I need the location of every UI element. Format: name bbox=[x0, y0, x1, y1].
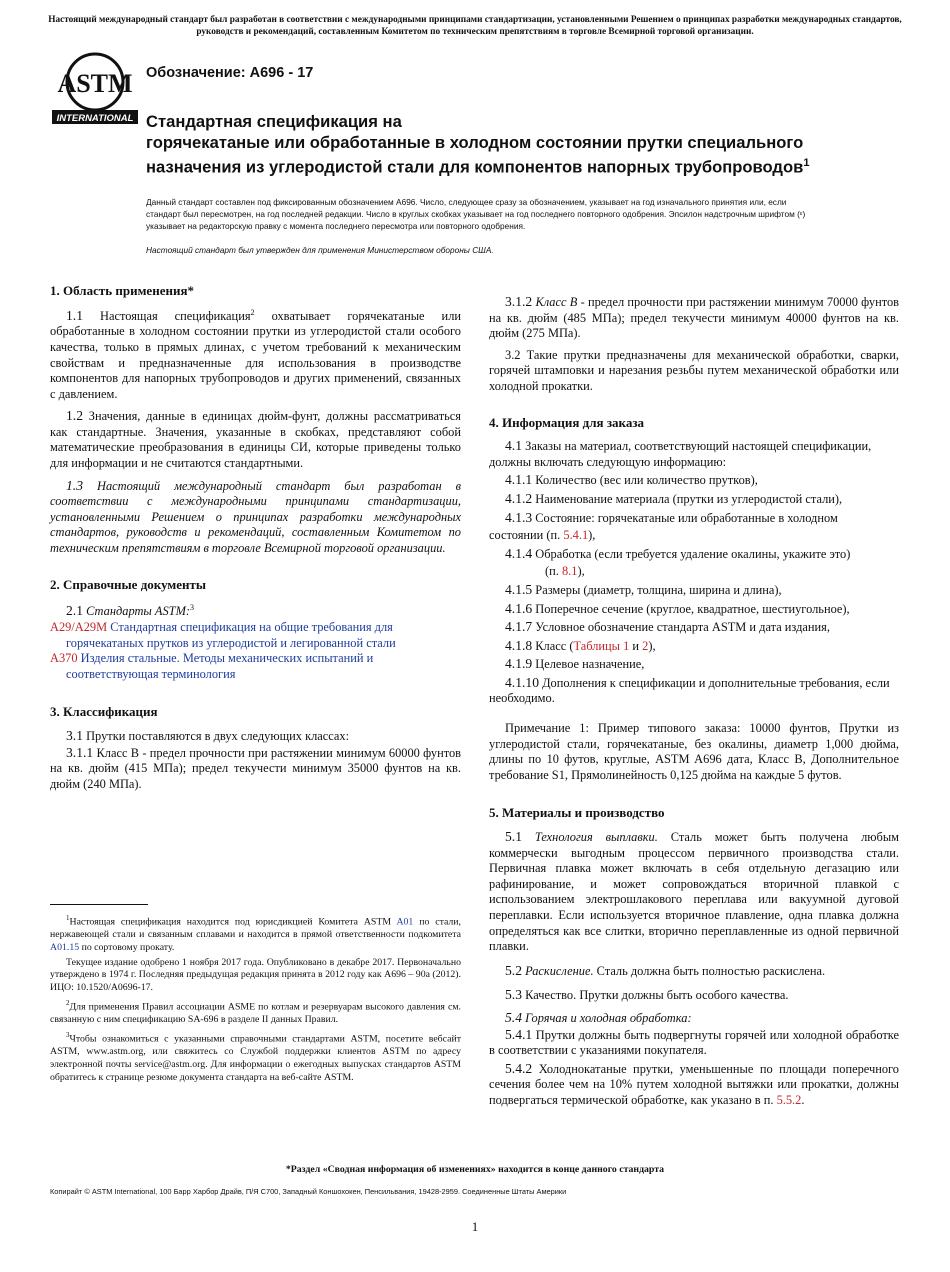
ref-table-1[interactable]: Таблицы 1 bbox=[573, 638, 630, 653]
section-5-title: 5. Материалы и производство bbox=[489, 805, 665, 821]
item-4-1-5: 4.1.5 Размеры (диаметр, толщина, ширина и длина), bbox=[505, 581, 782, 597]
astm-logo bbox=[52, 52, 138, 126]
link-a01-15[interactable]: A01.15 bbox=[50, 941, 80, 953]
item-4-1-4: 4.1.4 Обработка (если требуется удаление окалины, укажите это) bbox=[505, 545, 851, 561]
item-4-1-3: 4.1.3 Состояние: горячекатаные или обработанные в холодном bbox=[505, 509, 838, 525]
item-4-1-6: 4.1.6 Поперечное сечение (круглое, квадратное, шестиугольное), bbox=[505, 600, 850, 616]
footnote-2: $^2$Для применения Правил ассоциации ASME по котлам и резервуарам высокого давления см. связанную с ним спецификацию SA-696 в разделе II данных Правил. bbox=[50, 999, 461, 1026]
para-5-3: 5.3 Качество. Прутки должны быть особого качества. bbox=[505, 987, 789, 1003]
footnote-1-edition: Текущее издание одобрено 1 ноября 2017 года. Опубликовано в декабре 2017. Первоначально утверждено в 1974 г. Последняя предыдущая редакция принята в 2012 году как A696 – 90a (2012). ИЦО: 10.1520/A0696-17. bbox=[50, 956, 461, 994]
item-4-1-1: 4.1.1 Количество (вес или количество прутков), bbox=[505, 472, 758, 488]
para-3-2: 3.2 Такие прутки предназначены для механической обработки, сварки, горячей штамповки и нарезания резьбы путем механической обработки или холодной прокатки. bbox=[489, 347, 899, 393]
link-a01[interactable]: A01 bbox=[396, 916, 414, 928]
ref-5-4-1[interactable]: 5.4.1 bbox=[563, 528, 589, 543]
ref-8-1[interactable]: 8.1 bbox=[561, 564, 578, 579]
para-5-2: 5.2 Раскисление. Сталь должна быть полностью раскислена. bbox=[505, 962, 826, 978]
logo-text: ASTM bbox=[57, 69, 133, 98]
intro-paragraph: Данный стандарт составлен под фиксированным обозначением A696. Число, следующее сразу за обозначением, указывает на год изначального принятия или, если стандарт был пересмотрен, на год последней редакции. Число в круглых скобках указывает на год последнего повторного одобрения. Эпсилон надстрочным шрифтом (ᵋ) указывает на редакторскую правку с момента последнего пересмотра или повторного одобрения. bbox=[146, 197, 806, 232]
ref-table-2[interactable]: 2 bbox=[642, 638, 649, 653]
approval-note: Настоящий стандарт был утвержден для применения Министерством обороны США. bbox=[146, 245, 494, 255]
para-3-1-1: 3.1.1 Класс B - предел прочности при растяжении минимум 60000 фунтов на кв. дюйм (415 МПа); предел текучести минимум 35000 фунтов на кв. дюйм (240 МПа). bbox=[50, 744, 461, 791]
footnote-3: $^3$Чтобы ознакомиться с указанными справочными стандартами ASTM, посетите вебсайт ASTM, www.astm.org, или свяжитесь со Службой поддержки клиентов ASTM по адресу электронной почты service@astm.org. Для информации о ежегодных выпусках стандартов ASTM обратитесь к странице резюме документа стандарта на веб-сайте ASTM. bbox=[50, 1030, 461, 1083]
item-4-1-4-cont: (п. 8.1), bbox=[545, 564, 585, 579]
para-5-4-1: 5.4.1 Прутки должны быть подвергнуты горячей или холодной обработке в соответствии с указаниями покупателя. bbox=[489, 1026, 899, 1058]
para-1-3: 1.3 Настоящий международный стандарт был разработан в соответствии с международными принципами стандартизации, установленными Решением о принципах разработки международных стандартов, руководств и рекомендаций, составленным Комитетом по техническим препятствиям в торговле Всемирной торговой организации. bbox=[50, 477, 461, 556]
note-1: Примечание 1: Пример типового заказа: 10000 фунтов, Прутки из углеродистой стали, горячекатаные, без окалины, диаметр 1,000 дюйма, длины по 10 футов, круглые, ASTM A696 дата, Класс B, Дополнительное требование S1, Прямолинейность 0,125 дюйма на каждые 5 футов. bbox=[489, 721, 899, 782]
item-4-1-7: 4.1.7 Условное обозначение стандарта ASTM и дата издания, bbox=[505, 619, 830, 635]
copyright: Копирайт © ASTM International, 100 Барр Харбор Драйв, П/Я C700, Западный Коншохокен, Пенсильвания, 19428-2959. Соединенные Штаты Америки bbox=[50, 1187, 567, 1196]
section-2-title: 2. Справочные документы bbox=[50, 576, 207, 592]
reference-a370[interactable]: A370 Изделия стальные. Методы механических испытаний и соответствующая терминология bbox=[50, 651, 374, 681]
para-3-1: 3.1 Прутки поставляются в двух следующих классах: bbox=[66, 727, 350, 743]
summary-of-changes-note: *Раздел «Сводная информация об изменениях» находится в конце данного стандарта bbox=[285, 1164, 665, 1175]
footnote-divider bbox=[50, 904, 148, 905]
section-3-title: 3. Классификация bbox=[50, 704, 158, 720]
para-3-1-2: 3.1.2 Класс B - предел прочности при растяжении минимум 70000 фунтов на кв. дюйм (485 МПа); предел текучести минимум 40000 фунтов на кв. дюйм (275 МПа). bbox=[489, 294, 900, 341]
top-notice: Настоящий международный стандарт был разработан в соответствии с международными принципами стандартизации, установленными Решением о принципах разработки международных стандартов, руководств и рекомендаций, составленным Комитетом по техническим препятствиям в торговле Всемирной торговой организации. bbox=[48, 15, 902, 37]
item-4-1-10: 4.1.10 Дополнения к спецификации и дополнительные требования, если необходимо. bbox=[489, 674, 890, 706]
designation: Обозначение: A696 - 17 bbox=[146, 65, 314, 81]
para-2-1: 2.1 Стандарты ASTM:$^3$ bbox=[66, 603, 195, 619]
section-1-title: 1. Область применения* bbox=[50, 283, 194, 298]
item-4-1-2: 4.1.2 Наименование материала (прутки из углеродистой стали), bbox=[505, 490, 843, 506]
item-4-1-3-cont: состоянии (п. 5.4.1), bbox=[489, 528, 596, 543]
ref-5-5-2[interactable]: 5.5.2 bbox=[776, 1092, 802, 1107]
para-5-1: 5.1 Технология выплавки. Сталь может быть получена любым коммерчески выгодным процессом первичного производства стали. Первичная плавка может включать в себя отдельную дегазацию или рафинирование, и может сопровождаться вторичной плавкой с использованием электрошлакового переплава или вакуумной дуговой переплавки. Если используется вторичное плавление, одна плавка должна определяться как все слитки, вторично переплавленные из одной первичной плавки. bbox=[489, 829, 899, 954]
footnotes bbox=[50, 912, 461, 1084]
left-column bbox=[50, 283, 461, 792]
item-4-1-9: 4.1.9 Целевое назначение, bbox=[505, 656, 645, 672]
reference-a29[interactable]: A29/A29M Стандартная спецификация на общие требования для горячекатаных прутков из углеродистой и легированной стали bbox=[50, 619, 396, 650]
para-5-4-2: 5.4.2 Холоднокатаные прутки, уменьшенные по площади поперечного сечения более чем на 10% путем холодной вытяжки или прокатки, должны подвергаться термической обработке, как указано в п. 5.5.2. bbox=[489, 1060, 899, 1107]
para-4-1: 4.1 Заказы на материал, соответствующий настоящей спецификации, должны включать следующую информацию: bbox=[489, 438, 872, 469]
para-1-1: 1.1 Настоящая спецификация$^2$ охватывает горячекатаные или обработанные в холодном состоянии прутки из углеродистой стали особого качества, только в прямых длинах, с учетом требований к механическим свойствам и предназначенные для использования в производстве компонентов для напорных трубопроводов и других применений, связанных с давлением. bbox=[50, 307, 462, 401]
para-5-4: 5.4 Горячая и холодная обработка: bbox=[505, 1009, 692, 1025]
logo-subtext: INTERNATIONAL bbox=[56, 113, 134, 124]
item-4-1-8: 4.1.8 Класс (Таблицы 1 и 2), bbox=[505, 637, 656, 653]
page-number: 1 bbox=[471, 1219, 479, 1234]
document-title: Стандартная спецификация на горячекатаные или обработанные в холодном состоянии прутки специального назначения из углеродистой стали для компонентов напорных трубопроводов$^1$ bbox=[146, 112, 810, 177]
right-column bbox=[489, 294, 899, 1109]
section-4-title: 4. Информация для заказа bbox=[489, 414, 645, 430]
para-1-2: 1.2 Значения, данные в единицах дюйм-фунт, должны рассматриваться как стандартные. Значения, указанные в скобках, представляют собой математические преобразования в единицы СИ, которые приведены только для информации и не считаются стандартными. bbox=[50, 408, 461, 471]
footnote-1: $^1$Настоящая спецификация находится под юрисдикцией Комитета ASTM A01 по стали, нержавеющей стали и связанным сплавами и находится в прямой ответственности подкомитета A01.15 по сортовому прокату. bbox=[50, 914, 461, 953]
